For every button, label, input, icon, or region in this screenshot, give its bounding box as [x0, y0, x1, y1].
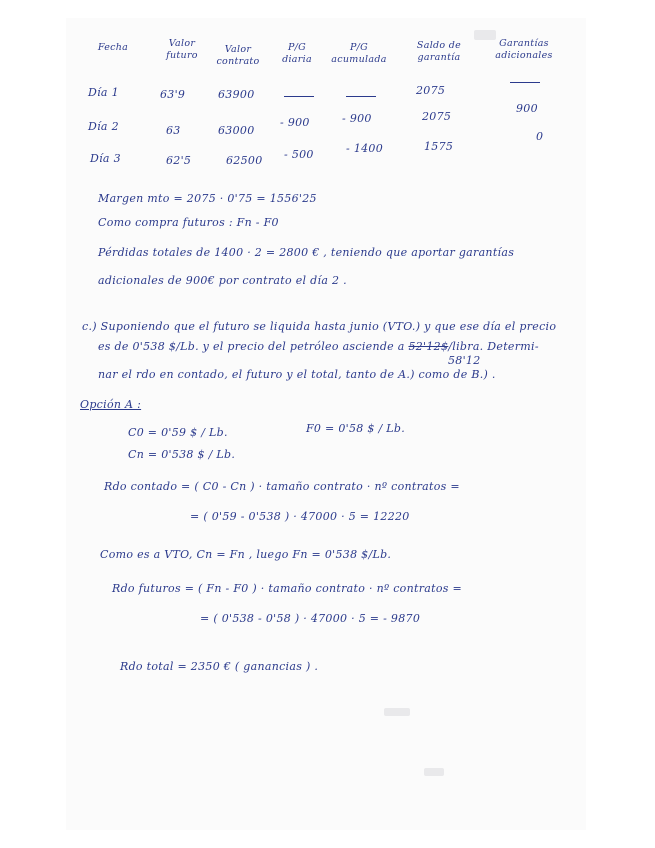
section-c-line-2	[98, 340, 539, 353]
como-vto-line: Como es a VTO, Cn = Fn , luego Fn = 0'538 $/Lb.	[100, 548, 392, 561]
row2-valor-futuro: 63	[166, 124, 181, 137]
rdo-contado-line-2: = ( 0'59 - 0'538 ) · 47000 · 5 = 12220	[190, 510, 410, 523]
row1-pg-diaria-dash	[284, 96, 314, 97]
section-c-line-2b: /libra. Determi-	[448, 340, 539, 353]
header-fecha: Fecha	[97, 42, 129, 53]
section-c-line-1: c.) Suponiendo que el futuro se liquida hasta junio (VTO.) y que ese día el precio	[82, 320, 557, 333]
row3-saldo: 1575	[424, 140, 454, 153]
margen-line: Margen mto = 2075 · 0'75 = 1556'25	[98, 192, 317, 205]
row2-valor-contrato: 63000	[218, 124, 255, 137]
section-c-line-2a: es de 0'538 $/Lb. y el precio del petróleo asciende a	[98, 340, 405, 353]
como-compra-line: Como compra futuros : Fn - F0	[98, 216, 279, 229]
row1-pg-acumulada-dash	[346, 96, 376, 97]
cn-value: Cn = 0'538 $ / Lb.	[128, 448, 236, 461]
header-pg-acumulada: P/G acumulada	[331, 42, 387, 65]
row1-saldo: 2075	[416, 84, 446, 97]
row3-pg-acumulada: - 1400	[346, 142, 384, 155]
perdidas-line-2: adicionales de 900€ por contrato el día 2 .	[98, 274, 347, 287]
perdidas-line-1: Pérdidas totales de 1400 · 2 = 2800 € , teniendo que aportar garantías	[98, 246, 515, 259]
opcion-a-title: Opción A :	[80, 398, 142, 411]
row3-garantias: 0	[536, 130, 544, 143]
row1-fecha: Día 1	[88, 86, 119, 99]
rdo-futuros-line-1: Rdo futuros = ( Fn - F0 ) · tamaño contrato · nº contratos =	[112, 582, 463, 595]
row2-saldo: 2075	[422, 110, 452, 123]
row2-fecha: Día 2	[88, 120, 119, 133]
section-c-line-3: nar el rdo en contado, el futuro y el total, tanto de A.) como de B.) .	[98, 368, 496, 381]
row1-valor-futuro: 63'9	[160, 88, 186, 101]
header-valor-futuro: Valor futuro	[166, 38, 198, 61]
rdo-contado-line-1: Rdo contado = ( C0 - Cn ) · tamaño contrato · nº contratos =	[104, 480, 460, 493]
rdo-futuros-line-2: = ( 0'538 - 0'58 ) · 47000 · 5 = - 9870	[200, 612, 421, 625]
row3-fecha: Día 3	[90, 152, 121, 165]
price-correction: 58'12	[448, 354, 481, 367]
header-saldo-garantia: Saldo de garantía	[416, 40, 462, 63]
scan-smudge	[384, 708, 410, 716]
header-pg-diaria: P/G diaria	[282, 42, 312, 65]
header-valor-contrato: Valor contrato	[216, 44, 260, 67]
row3-pg-diaria: - 500	[284, 148, 314, 161]
row3-valor-futuro: 62'5	[166, 154, 192, 167]
c0-value: C0 = 0'59 $ / Lb.	[128, 426, 228, 439]
rdo-total-line: Rdo total = 2350 € ( ganancias ) .	[120, 660, 319, 673]
row2-pg-diaria: - 900	[280, 116, 310, 129]
header-garantias-adicionales: Garantías adicionales	[495, 38, 553, 61]
row3-valor-contrato: 62500	[226, 154, 263, 167]
f0-value: F0 = 0'58 $ / Lb.	[306, 422, 405, 435]
row1-garantias-dash	[510, 82, 540, 83]
handwritten-page	[66, 18, 586, 830]
struck-price: 52'12$	[408, 340, 449, 353]
row1-valor-contrato: 63900	[218, 88, 255, 101]
row2-pg-acumulada: - 900	[342, 112, 372, 125]
row2-garantias: 900	[516, 102, 538, 115]
scan-smudge	[424, 768, 444, 776]
